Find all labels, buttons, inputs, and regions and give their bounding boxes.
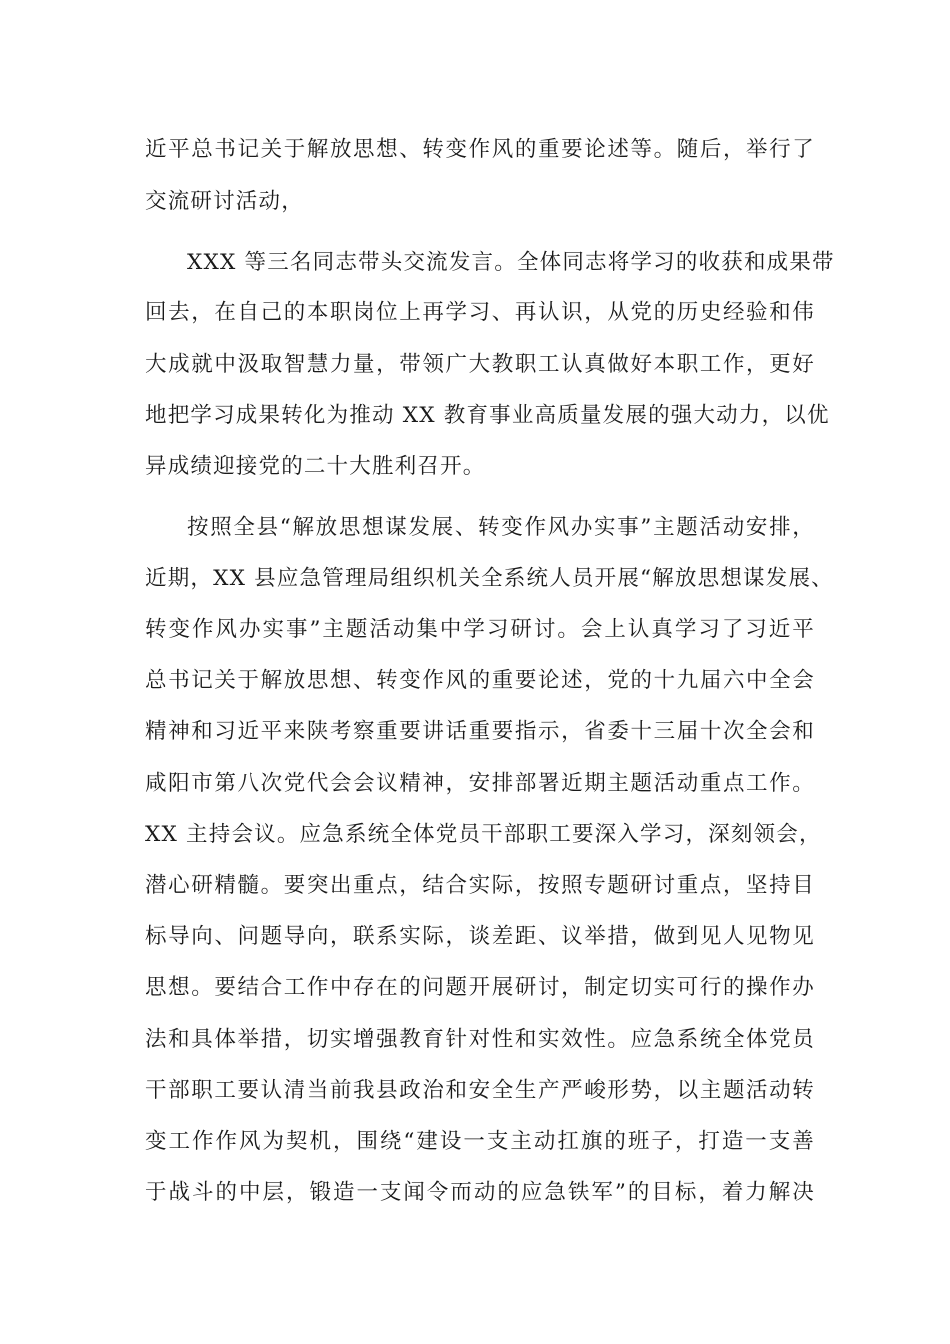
paragraph-1-line-2: 交流研讨活动， xyxy=(145,189,304,214)
paragraph-3-line-6: 咸阳市第八次党代会会议精神，安排部署近期主题活动重点工作。 xyxy=(145,771,815,796)
paragraph-3-line-1: 按照全县“解放思想谋发展、转变作风办实事”主题活动安排， xyxy=(187,515,815,540)
paragraph-1-line-1: 近平总书记关于解放思想、转变作风的重要论述等。随后，举行了 xyxy=(145,137,815,162)
paragraph-3-line-10: 思想。要结合工作中存在的问题开展研讨，制定切实可行的操作办 xyxy=(145,975,815,1000)
paragraph-3-line-8: 潜心研精髓。要突出重点，结合实际，按照专题研讨重点，坚持目 xyxy=(145,873,815,898)
paragraph-3-line-5: 精神和习近平来陕考察重要讲话重要指示，省委十三届十次全会和 xyxy=(145,719,815,744)
paragraph-2-line-5: 异成绩迎接党的二十大胜利召开。 xyxy=(145,454,486,479)
paragraph-3-line-13: 变工作作风为契机，围绕“建设一支主动扛旗的班子，打造一支善 xyxy=(145,1129,815,1154)
paragraph-3-line-12: 干部职工要认清当前我县政治和安全生产严峻形势，以主题活动转 xyxy=(145,1078,815,1103)
paragraph-3-line-2: 近期，XX 县应急管理局组织机关全系统人员开展“解放思想谋发展、 xyxy=(145,566,834,591)
paragraph-3-line-11: 法和具体举措，切实增强教育针对性和实效性。应急系统全体党员 xyxy=(145,1027,815,1052)
paragraph-2-line-4: 地把学习成果转化为推动 XX 教育事业高质量发展的强大动力，以优 xyxy=(145,403,830,428)
paragraph-3-line-14: 于战斗的中层，锻造一支闻令而动的应急铁军”的目标，着力解决 xyxy=(145,1180,815,1205)
paragraph-3-line-4: 总书记关于解放思想、转变作风的重要论述，党的十九届六中全会 xyxy=(145,668,815,693)
paragraph-2-line-3: 大成就中汲取智慧力量，带领广大教职工认真做好本职工作，更好 xyxy=(145,352,815,377)
paragraph-3-line-3: 转变作风办实事”主题活动集中学习研讨。会上认真学习了习近平 xyxy=(145,617,815,642)
paragraph-2-line-1: XXX 等三名同志带头交流发言。全体同志将学习的收获和成果带 xyxy=(187,250,835,275)
paragraph-2-line-2: 回去，在自己的本职岗位上再学习、再认识，从党的历史经验和伟 xyxy=(145,300,815,325)
paragraph-3-line-9: 标导向、问题导向，联系实际，谈差距、议举措，做到见人见物见 xyxy=(145,924,815,949)
paragraph-3-line-7: XX 主持会议。应急系统全体党员干部职工要深入学习，深刻领会， xyxy=(145,822,822,847)
